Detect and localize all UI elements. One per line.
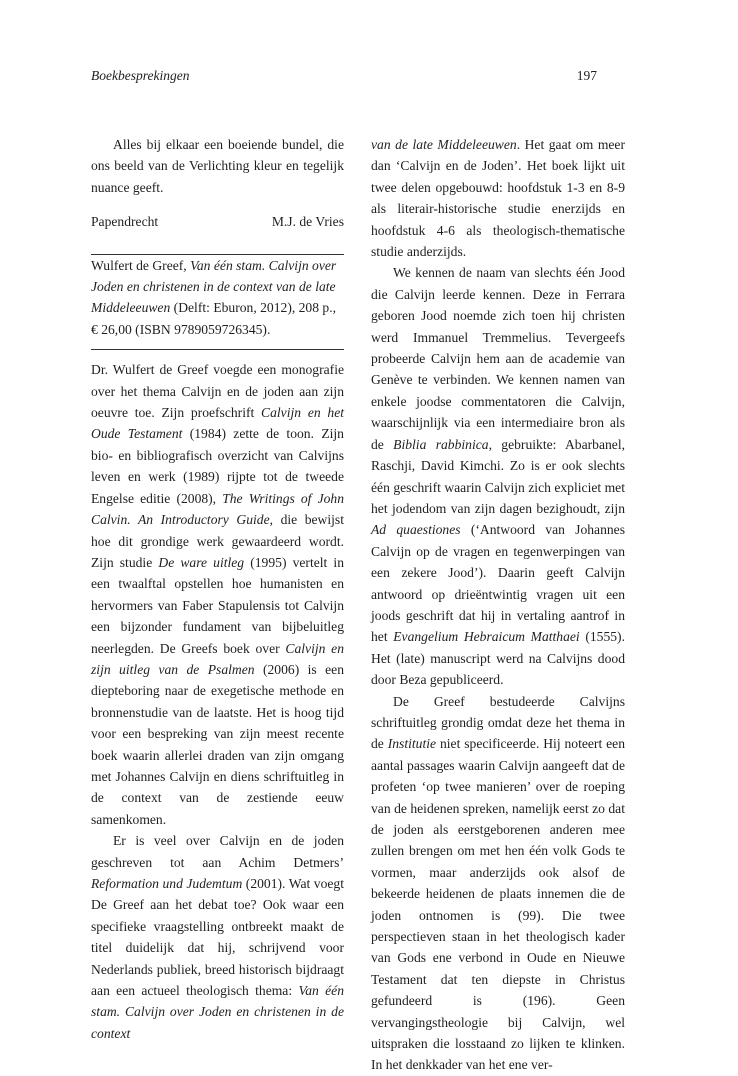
italic-title: De ware uitleg bbox=[158, 554, 245, 570]
signature-place: Papendrecht bbox=[91, 214, 159, 230]
italic-title: The Writings of John Calvin. An Introductory Guide bbox=[91, 490, 344, 528]
right-column bbox=[371, 134, 626, 1073]
italic-title: Calvijn en het Oude Testament bbox=[91, 405, 344, 442]
closing-paragraph: Alles bij elkaar een boeiende bundel, die ons beeld van de Verlichting kleur en tegelijk nuance geeft. bbox=[91, 137, 344, 195]
signature-name: M.J. de Vries bbox=[271, 214, 344, 230]
bib-author: Wulfert de Greef, bbox=[91, 257, 191, 273]
review-paragraph-2 bbox=[91, 830, 344, 1044]
italic-title: Biblia rabbinica bbox=[393, 436, 489, 452]
review-paragraph-3 bbox=[371, 262, 625, 690]
text-run: (‘Antwoord van Johannes Calvijn op de vragen en tegenwerpingen van een zekere Jood’). Daarin geeft Calvijn antwoord op drieëntwintig vragen uit een joods geschrift dat hij in vertaling aantrof in het bbox=[371, 522, 626, 645]
text-run: . Het gaat om meer dan ‘Calvijn en de Joden’. Het boek lijkt uit twee delen opgebouwd: hoofdstuk 1-3 en 8-9 als literair-historische studie enerzijds en hoofdstuk 4-6 als theologisch-thematische studie anderzijds. bbox=[371, 137, 625, 260]
text-run: Dr. Wulfert de Greef voegde een monografie over het thema Calvijn en de joden aan zijn oeuvre toe. Zijn proefschrift bbox=[91, 362, 344, 421]
italic-title: Evangelium Hebraicum Matthaei bbox=[393, 629, 580, 645]
text-run: (2001). Wat voegt De Greef aan het debat toe? Ook waar een specifieke vraagstelling ontbreekt maakt de titel duidelijk dat hij, schrijvend voor Nederlands publiek, breed historisch bijdraagt aan een actueel theologisch thema: bbox=[91, 876, 344, 999]
text-run: Er is veel over Calvijn en de joden geschreven tot aan Achim Detmers’ bbox=[91, 833, 344, 870]
italic-title: Ad quaestiones bbox=[371, 522, 461, 538]
text-run: , die bewijst hoe dit grondige werk gewaardeerd wordt. Zijn studie bbox=[91, 512, 344, 570]
review-paragraph-4 bbox=[371, 691, 625, 1076]
text-run: , gebruikte: Abarbanel, Raschji, David Kimchi. Zo is er ook slechts één geschrift waarin Calvijn zich expliciet met het jodendom van zijn dagen bezighoudt, zijn bbox=[371, 436, 625, 516]
italic-title: Calvijn en zijn uitleg van de Psalmen bbox=[91, 640, 344, 677]
review-paragraph-1 bbox=[91, 359, 344, 830]
italic-title: Van één stam. Calvijn over Joden en christenen in de context bbox=[91, 983, 345, 1041]
italic-title: Institutie bbox=[387, 736, 437, 752]
italic-title: Reformation und Judemtum bbox=[91, 876, 243, 891]
text-run: (1555). Het (late) manuscript werd na Calvijns dood door Beza gepubliceerd. bbox=[371, 629, 625, 688]
divider-bottom bbox=[91, 349, 344, 350]
bib-details: (Delft: Eburon, 2012), 208 p., € 26,00 (ISBN 9789059726345). bbox=[91, 300, 337, 337]
text-run: niet specificeerde. Hij noteert een aantal passages waarin Calvijn aangeeft dat de profeten ‘op twee manieren’ over de roeping van de heidenen spreken, namelijk eerst zo dat de joden als eerstgeborenen anderen mee zullen brengen om met hen één volk Gods te vormen, maar anderzijds ook alsof de bekeerde heidenen de plaats innemen die de joden ontnomen is (99). Die twee perspectieven staan in het theologisch kader van Gods ene verbond in Oude en Nieuwe Testament dat ten diepste in Christus gefundeerd is (196). Geen vervangingstheologie bij Calvijn, wel uitspraken die losstaand zo lijken te klinken. In het denkkader van het ene ver- bbox=[371, 736, 625, 1073]
text-run: (2006) is een diepteboring naar de exegetische methode en bronnenstudie van de laatste. Het is hoog tijd voor een bespreking van zijn meest recente boek waarin allerlei draden van zijn omgang met Johannes Calvijn en diens schriftuitleg in de context van de zestiende eeuw samenkomen. bbox=[91, 661, 344, 827]
text-run: We kennen de naam van slechts één Jood die Calvijn leerde kennen. Deze in Ferrara geboren Jood noemde zich toen hij christen werd Immanuel Tremmelius. Tevergeefs probeerde Calvijn hem aan de academie van Genève te verbinden. We kennen namen van enkele joodse commentatoren die Calvijn, waarschijnlijk via een intermediaire bron als de bbox=[371, 265, 625, 452]
review-paragraph-2-continued bbox=[371, 134, 625, 262]
running-head bbox=[91, 66, 597, 86]
bib-title: Van één stam. Calvijn over Joden en christenen in de context van de late Middeleeuwen bbox=[91, 257, 337, 316]
left-column bbox=[91, 134, 345, 1041]
text-run: (1995) vertelt in een twaalftal opstellen hoe humanisten en hervormers van Faber Stapulensis tot Calvijn een bijzonder fundament van bijbeluitleg neerlegden. De Greefs boek over bbox=[91, 554, 344, 656]
text-run: (1984) zette de toon. Zijn bio- en bibliografisch overzicht van Calvijns leven en werk (1989) rijpte tot de tweede Engelse editie (2008), bbox=[91, 426, 344, 506]
text-run: De Greef bestudeerde Calvijns schriftuitleg grondig omdat deze het thema in de bbox=[371, 693, 625, 752]
italic-title: van de late Middeleeuwen bbox=[371, 137, 517, 152]
section-title: Boekbesprekingen bbox=[91, 68, 190, 83]
review-signature bbox=[91, 211, 344, 232]
bibliographic-entry bbox=[91, 255, 344, 341]
page-number: 197 bbox=[576, 68, 597, 83]
